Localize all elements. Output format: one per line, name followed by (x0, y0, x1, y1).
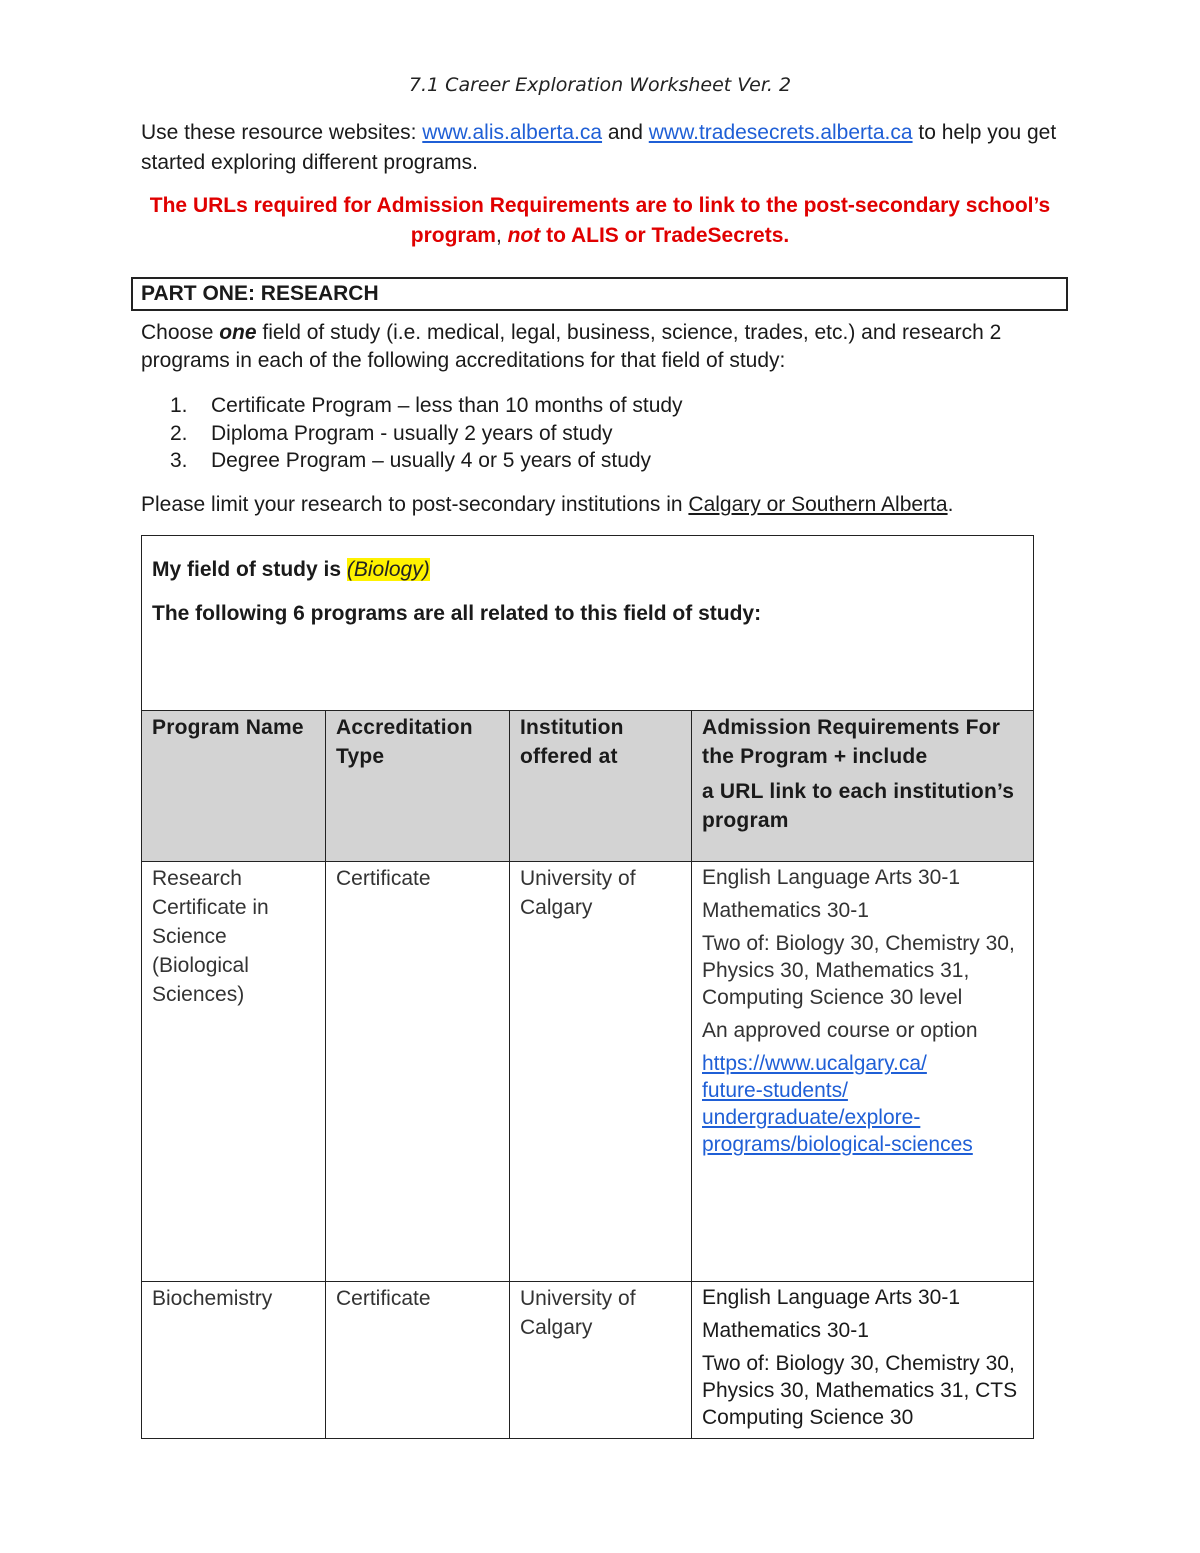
header-program-name: Program Name (142, 711, 326, 862)
requirement-item: English Language Arts 30-1 (702, 866, 961, 889)
list-number: 2. (170, 421, 188, 445)
header-admission-requirements (692, 711, 1034, 862)
tradesecrets-link[interactable]: www.tradesecrets.alberta.ca (648, 121, 913, 144)
list-number: 3. (170, 449, 188, 472)
cell-institution[interactable]: University of Calgary (510, 1282, 692, 1439)
header-admission-line1: Admission Requirements For the Program + include (702, 716, 1001, 768)
choose-instructions (141, 319, 1061, 375)
header-admission-line2: a URL link to each institution’s program (702, 780, 1015, 832)
list-item (170, 420, 1050, 448)
notice-comma: , (495, 224, 508, 247)
cell-institution[interactable]: University of Calgary (510, 862, 692, 1282)
field-of-study-cell (142, 536, 1034, 711)
intro-text-after: to help you get started exploring different programs. (141, 121, 1057, 174)
notice-emphasis: not (507, 224, 541, 247)
field-of-study-line (152, 558, 1025, 582)
requirement-item: Mathematics 30-1 (702, 1319, 869, 1342)
alis-link[interactable]: www.alis.alberta.ca (422, 121, 603, 144)
table-row (142, 862, 1034, 1282)
intro-text-before: Use these resource websites: (141, 121, 423, 144)
choose-after: field of study (i.e. medical, legal, business, science, trades, etc.) and research 2 programs in each of the following accreditations for that field of study: (141, 321, 1002, 372)
cell-admission[interactable] (692, 1282, 1034, 1439)
field-value-highlight[interactable]: (Biology) (346, 558, 430, 581)
header-accreditation-type: Accreditation Type (326, 711, 510, 862)
cell-accreditation[interactable]: Certificate (326, 862, 510, 1282)
list-text: Certificate Program – less than 10 months of study (211, 394, 683, 417)
requirement-item: Mathematics 30-1 (702, 899, 869, 922)
list-item (170, 392, 1050, 420)
requirement-item: Two of: Biology 30, Chemistry 30, Physics 30, Mathematics 31, Computing Science 30 level (702, 932, 1015, 1009)
notice-part2: to ALIS or TradeSecrets. (540, 224, 790, 247)
cell-accreditation[interactable]: Certificate (326, 1282, 510, 1439)
accreditation-list (170, 392, 1050, 475)
choose-before: Choose (141, 321, 220, 344)
limit-after: . (947, 493, 954, 516)
page-title: 7.1 Career Exploration Worksheet Ver. 2 (408, 74, 792, 96)
requirement-item: An approved course or option (702, 1019, 978, 1042)
part-one-heading-box (131, 277, 1068, 311)
limit-before: Please limit your research to post-secondary institutions in (141, 493, 689, 516)
programs-table (141, 535, 1034, 1439)
list-text: Degree Program – usually 4 or 5 years of study (211, 449, 652, 472)
notice-part1: The URLs required for Admission Requirements are to link to the post-secondary school’s program (149, 194, 1051, 247)
choose-emphasis: one (219, 321, 257, 344)
url-requirement-notice (120, 191, 1080, 251)
related-programs-line: The following 6 programs are all related to this field of study: (152, 602, 762, 625)
cell-admission[interactable] (692, 862, 1034, 1282)
requirement-item: English Language Arts 30-1 (702, 1286, 961, 1309)
header-institution: Institution offered at (510, 711, 692, 862)
list-text: Diploma Program - usually 2 years of study (211, 421, 613, 445)
field-label: My field of study is (152, 558, 347, 581)
requirement-item: Two of: Biology 30, Chemistry 30, Physics 30, Mathematics 31, CTS Computing Science 30 (702, 1352, 1018, 1429)
program-url-link[interactable]: https://www.ucalgary.ca/ future-students/ undergraduate/explore- programs/biological-sciences (702, 1052, 973, 1156)
research-limit-note (141, 491, 1101, 519)
cell-program-name[interactable]: Research Certificate in Science (Biological Sciences) (142, 862, 326, 1282)
table-header-row (142, 711, 1034, 862)
part-one-heading: PART ONE: RESEARCH (141, 282, 379, 305)
region-underlined: Calgary or Southern Alberta (688, 493, 948, 516)
cell-program-name[interactable]: Biochemistry (142, 1282, 326, 1439)
intro-text-mid: and (602, 121, 649, 144)
list-item (170, 447, 1050, 475)
list-number: 1. (170, 394, 188, 417)
table-row (142, 1282, 1034, 1439)
intro-paragraph (141, 118, 1061, 178)
